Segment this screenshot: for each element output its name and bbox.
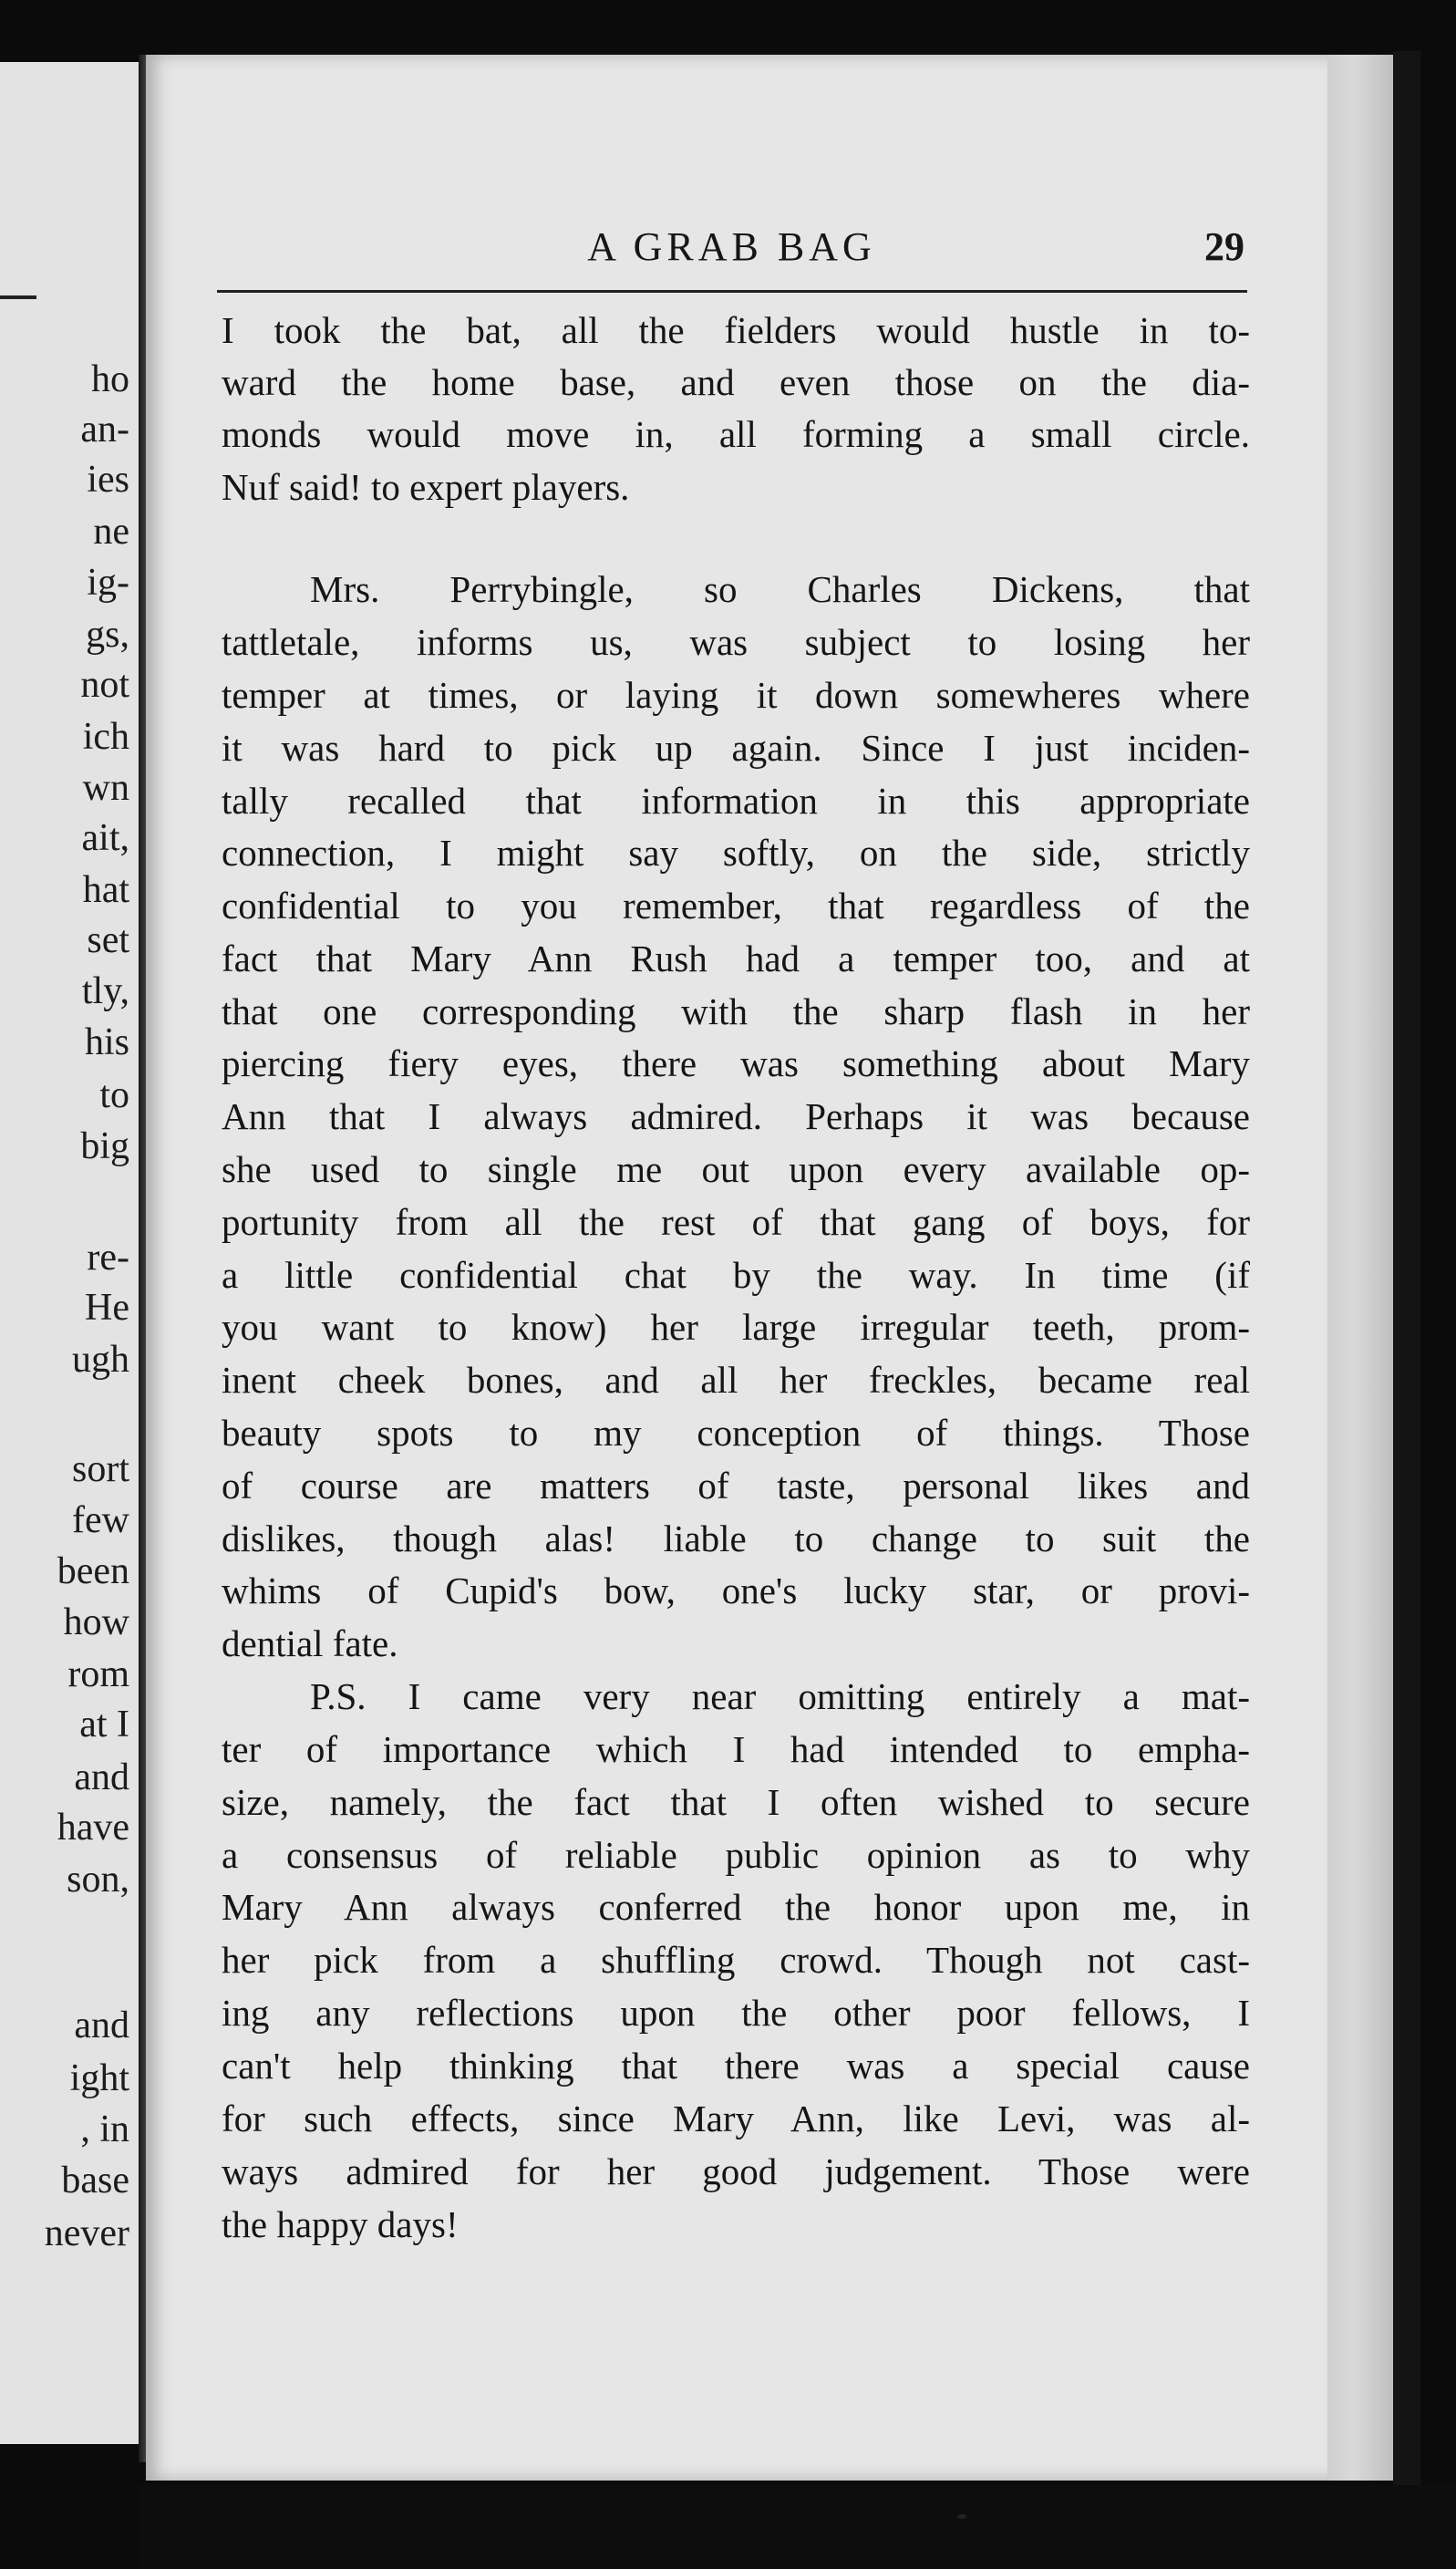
- body-text-line: Nuf said! to expert players.: [222, 466, 630, 508]
- left-page-fragment: tly,: [81, 970, 129, 1012]
- body-text-line: size, namely, the fact that I often wished to secure: [222, 1781, 1250, 1823]
- header-rule: [217, 290, 1247, 293]
- page-number: 29: [1204, 224, 1244, 269]
- left-page-fragment: ho: [91, 358, 129, 400]
- body-text-line: Mary Ann always conferred the honor upon me, in: [222, 1886, 1250, 1928]
- left-page-fragment: ig-: [87, 562, 129, 604]
- body-text-line: whims of Cupid's bow, one's lucky star, or provi-: [222, 1569, 1250, 1611]
- body-text-line: inent cheek bones, and all her freckles, became real: [222, 1359, 1250, 1401]
- left-page-fragment: son,: [67, 1859, 129, 1901]
- page-edge: [1327, 55, 1393, 2481]
- body-text-line: portunity from all the rest of that gang of boys, for: [222, 1201, 1250, 1243]
- running-head-title: A GRAB BAG: [587, 224, 876, 269]
- page-edge-shadow: [1393, 51, 1420, 2486]
- body-text-line: ward the home base, and even those on the dia-: [222, 361, 1250, 403]
- left-page-fragment: how: [63, 1601, 129, 1643]
- left-page-fragment: sort: [72, 1448, 129, 1490]
- left-page-fragment: ne: [93, 511, 129, 553]
- left-page-fragment: re-: [87, 1237, 129, 1279]
- body-text-line: tattletale, informs us, was subject to losing her: [222, 621, 1250, 663]
- body-text-line: ways admired for her good judgement. Those were: [222, 2150, 1250, 2192]
- left-page-fragment: and: [74, 2004, 129, 2046]
- left-page-fragment: He: [85, 1287, 129, 1329]
- left-page-fragment: an-: [80, 409, 129, 451]
- body-text-line: I took the bat, all the fielders would hustle in to-: [222, 309, 1250, 351]
- body-text-line: tally recalled that information in this appropriate: [222, 780, 1250, 822]
- body-text-line: for such effects, since Mary Ann, like Levi, was al-: [222, 2098, 1250, 2139]
- body-text-line: Mrs. Perrybingle, so Charles Dickens, that: [310, 568, 1250, 610]
- left-page-fragment: gs,: [86, 614, 129, 656]
- body-text-line: P.S. I came very near omitting entirely a mat-: [310, 1675, 1250, 1717]
- bottom-scan-border: [139, 2485, 1456, 2569]
- body-text-line: it was hard to pick up again. Since I just inciden-: [222, 727, 1250, 769]
- left-page-fragment: , in: [80, 2108, 129, 2150]
- left-page-fragment: wn: [82, 767, 129, 809]
- left-page-fragment: ies: [87, 459, 129, 501]
- body-text-line: you want to know) her large irregular teeth, prom-: [222, 1306, 1250, 1348]
- running-head: [219, 223, 1244, 278]
- left-page-rule: [0, 295, 36, 299]
- left-page-fragment: and: [74, 1756, 129, 1798]
- left-page-fragment: been: [57, 1550, 129, 1592]
- left-page-fragment: big: [80, 1125, 129, 1167]
- body-text-line: can't help thinking that there was a special cause: [222, 2045, 1250, 2087]
- left-page-fragment: ight: [69, 2057, 129, 2099]
- body-text-line: dential fate.: [222, 1622, 398, 1664]
- left-facing-page: [0, 62, 139, 2444]
- body-text-line: monds would move in, all forming a small circle.: [222, 413, 1250, 455]
- left-page-fragment: rom: [67, 1653, 129, 1695]
- body-text-line: a consensus of reliable public opinion as to why: [222, 1834, 1250, 1876]
- body-text-line: piercing fiery eyes, there was something about Mary: [222, 1042, 1250, 1084]
- body-text-line: she used to single me out upon every available op-: [222, 1148, 1250, 1190]
- left-page-fragment: not: [80, 664, 129, 706]
- body-text-line: beauty spots to my conception of things. Those: [222, 1412, 1250, 1454]
- body-text-line: the happy days!: [222, 2203, 459, 2245]
- left-page-fragment: base: [61, 2160, 129, 2201]
- body-text-line: Ann that I always admired. Perhaps it was because: [222, 1095, 1250, 1137]
- body-text-line: connection, I might say softly, on the side, strictly: [222, 832, 1250, 874]
- body-text-line: temper at times, or laying it down somewheres where: [222, 674, 1250, 716]
- left-page-fragment: his: [84, 1021, 129, 1063]
- left-page-fragment: hat: [82, 869, 129, 911]
- left-page-fragment: ait,: [81, 817, 129, 859]
- body-text-line: confidential to you remember, that regardless of the: [222, 885, 1250, 927]
- left-page-fragment: to: [99, 1074, 129, 1116]
- left-page-fragment: have: [57, 1807, 129, 1849]
- left-page-fragment: few: [72, 1499, 129, 1541]
- body-text-line: ter of importance which I had intended to empha-: [222, 1728, 1250, 1770]
- left-page-fragment: at I: [79, 1704, 129, 1745]
- left-page-fragment: set: [87, 919, 129, 961]
- body-text-line: fact that Mary Ann Rush had a temper too, and at: [222, 937, 1250, 979]
- body-text-line: a little confidential chat by the way. In time (if: [222, 1254, 1250, 1296]
- body-text-line: ing any reflections upon the other poor fellows, I: [222, 1992, 1250, 2034]
- body-text-line: of course are matters of taste, personal likes and: [222, 1465, 1250, 1507]
- body-text-line: that one corresponding with the sharp flash in her: [222, 990, 1250, 1032]
- body-text-line: her pick from a shuffling crowd. Though not cast-: [222, 1939, 1250, 1981]
- body-text-line: dislikes, though alas! liable to change to suit the: [222, 1518, 1250, 1559]
- left-page-fragment: ich: [82, 716, 129, 758]
- ink-speck: [957, 2514, 966, 2519]
- left-page-fragment: never: [44, 2212, 129, 2254]
- left-page-fragment: ugh: [72, 1339, 129, 1381]
